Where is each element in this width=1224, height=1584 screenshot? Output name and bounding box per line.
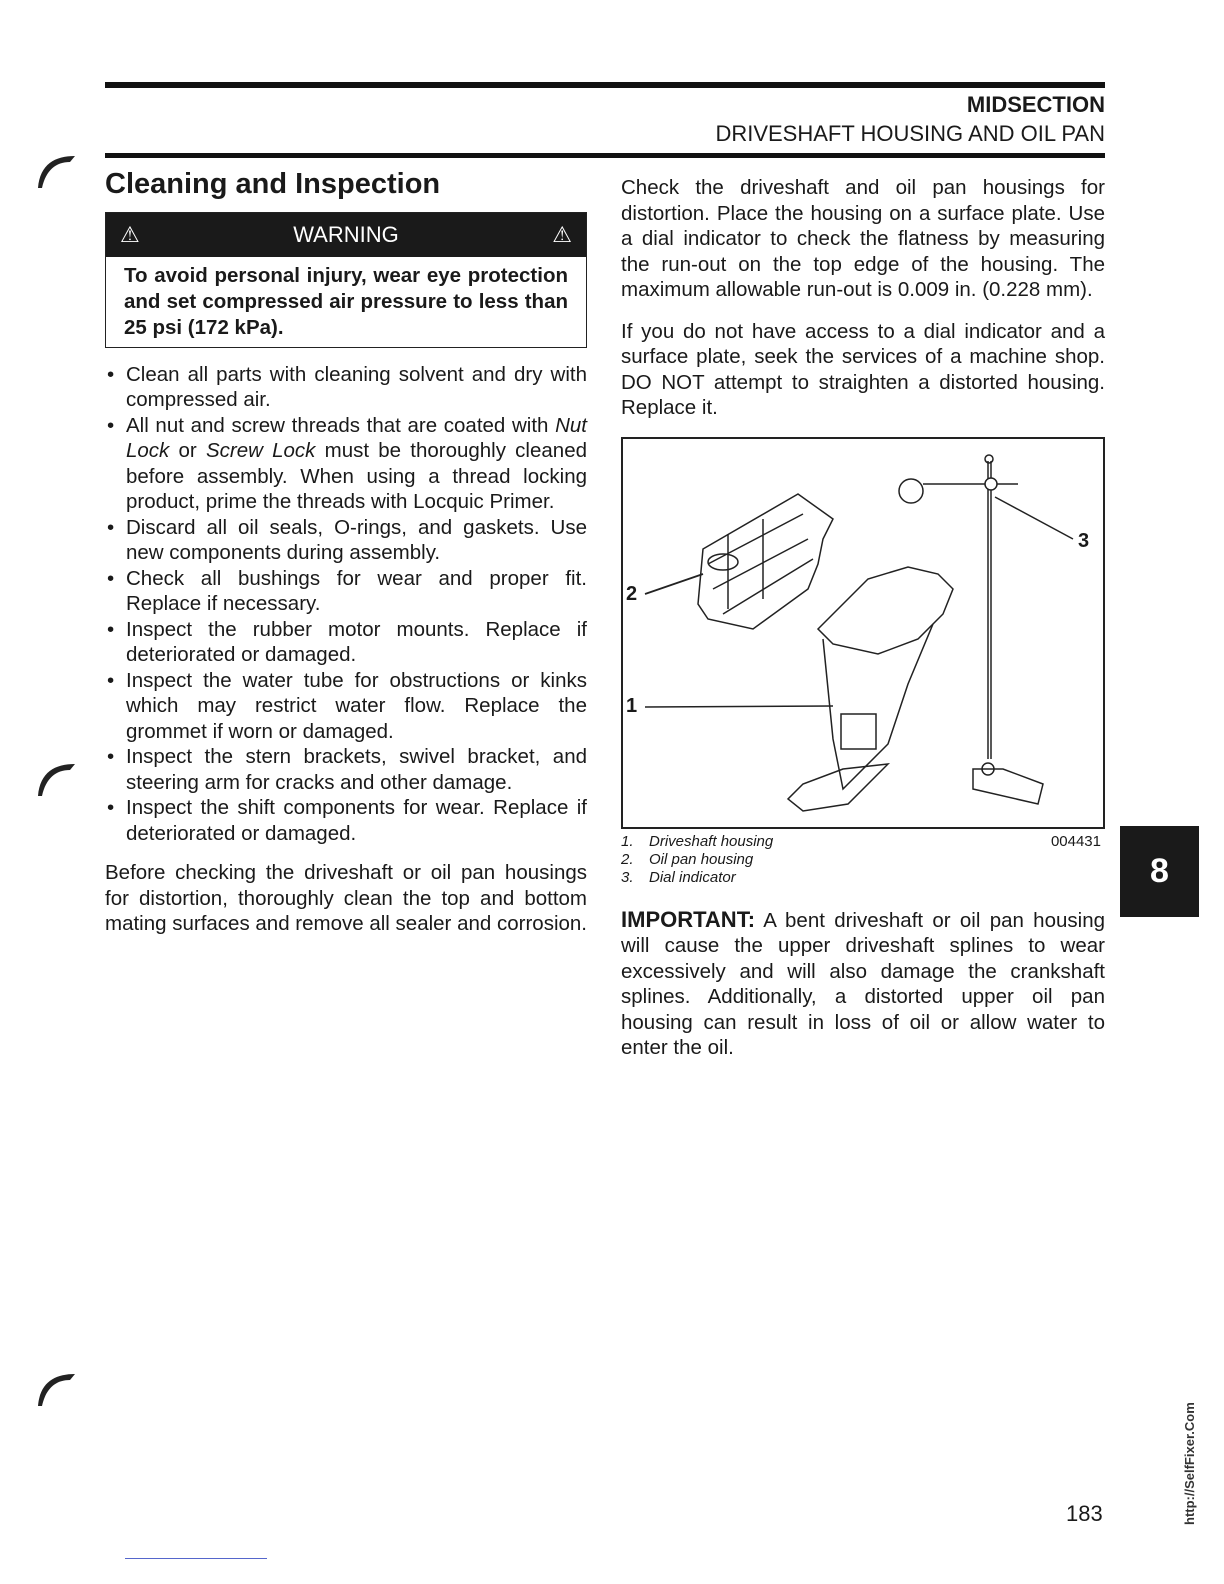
paragraph: If you do not have access to a dial indicator and a surface plate, seek the services of a machine shop. DO NOT attempt to straighten a distorted housing. Replace it. xyxy=(621,319,1105,419)
section-title: MIDSECTION xyxy=(966,92,1105,117)
paragraph: Before checking the driveshaft or oil pan housings for distortion, thoroughly clean the top and bottom mating surfaces and remove all sealer and corrosion. xyxy=(105,861,587,935)
warning-text: To avoid personal injury, wear eye protection and set compressed air pressure to less than 25 psi (172 kPa). xyxy=(124,263,568,339)
important-note: IMPORTANT: A bent driveshaft or oil pan housing will cause the upper driveshaft splines to wear excessively and will also damage the crankshaft splines. Additionally, a distorted upper oil pan housing can result in loss of oil or allow water to enter the oil. xyxy=(621,906,1105,1059)
warning-triangle-icon: ⚠ xyxy=(120,221,140,247)
callout-3: 3 xyxy=(1078,529,1090,552)
legend-item: 1. Driveshaft housing xyxy=(621,832,774,850)
section-heading: Cleaning and Inspection xyxy=(105,168,441,200)
list-item: • Inspect the shift components for wear. Replace if deteriorated or damaged. xyxy=(105,795,587,846)
inspection-list xyxy=(105,362,587,847)
paragraph: Check the driveshaft and oil pan housings for distortion. Place the housing on a surface plate. Use a dial indicator to check the flatness by measuring the run-out on the top edge of the housing. The maximum allowable run-out is 0.009 in. (0.228 mm). xyxy=(621,176,1105,301)
list-item: • Inspect the stern brackets, swivel bracket, and steering arm for cracks and other damage. xyxy=(105,744,587,795)
header-rule-bottom xyxy=(105,153,1105,158)
figure-driveshaft-housing xyxy=(621,437,1105,829)
callout-1: 1 xyxy=(626,694,638,717)
list-item: • All nut and screw threads that are coated with Nut Lock or Screw Lock must be thoroughly cleaned before assembly. When using a thread locking product, prime the threads with Locquic Primer. xyxy=(105,413,587,515)
callout-2: 2 xyxy=(626,582,638,605)
list-item: • Inspect the water tube for obstructions or kinks which may restrict water flow. Replace the grommet if worn or damaged. xyxy=(105,668,587,745)
warning-box xyxy=(105,212,587,348)
left-column xyxy=(105,168,587,953)
warning-triangle-icon: ⚠ xyxy=(552,221,572,247)
figure-number: 004431 xyxy=(1050,832,1101,850)
header-rule-top xyxy=(105,82,1105,88)
driveshaft-housing-illustration xyxy=(623,439,1101,825)
binding-hole-mark xyxy=(30,1368,80,1408)
legend-item: 2. Oil pan housing xyxy=(621,850,754,868)
right-column xyxy=(621,175,1105,1077)
list-item: • Discard all oil seals, O-rings, and gaskets. Use new components during assembly. xyxy=(105,515,587,566)
chapter-tab: 8 xyxy=(1120,826,1199,917)
binding-hole-mark xyxy=(30,150,80,190)
list-item: • Check all bushings for wear and proper fit. Replace if necessary. xyxy=(105,566,587,617)
footer-line xyxy=(125,1558,267,1559)
list-item: • Inspect the rubber motor mounts. Replace if deteriorated or damaged. xyxy=(105,617,587,668)
binding-hole-mark xyxy=(30,758,80,798)
list-item: • Clean all parts with cleaning solvent and dry with compressed air. xyxy=(105,362,587,413)
warning-title: WARNING xyxy=(293,221,399,247)
watermark-url: http://SelfFixer.Com xyxy=(1182,1402,1197,1525)
subsection-title: DRIVESHAFT HOUSING AND OIL PAN xyxy=(715,121,1105,146)
legend-item: 3. Dial indicator xyxy=(621,868,736,886)
page-number: 183 xyxy=(1066,1501,1103,1526)
figure-legend xyxy=(621,833,1105,887)
